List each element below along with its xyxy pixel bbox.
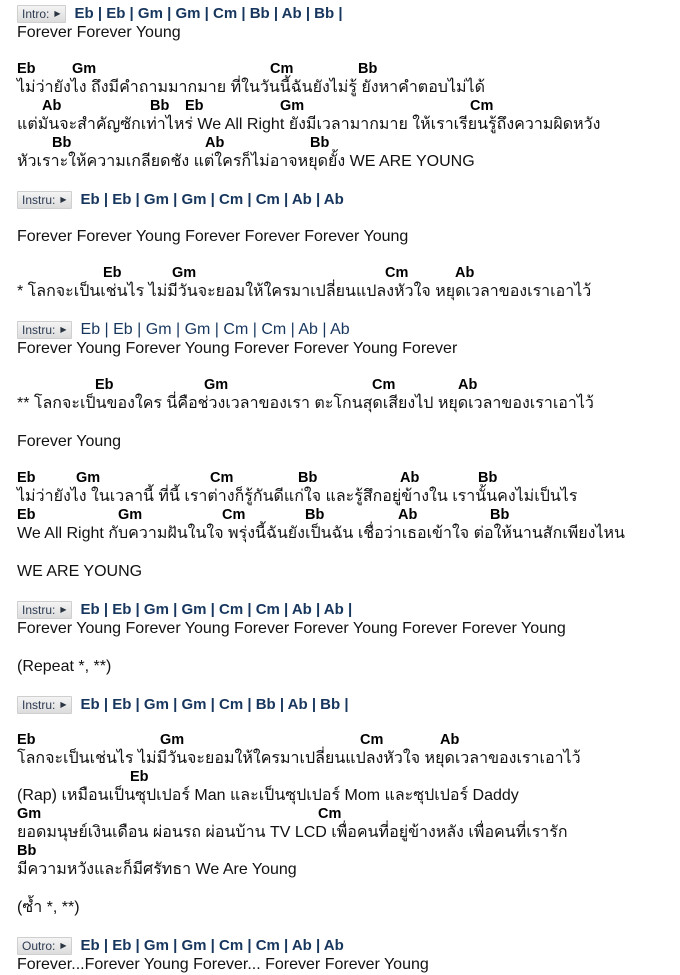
- section-tag-label: Instru:: [22, 322, 56, 337]
- lyric-line: ** โลกจะเป็นของใคร นี่คือช่วงเวลาของเรา ตะโกนสุดเสียงไป หยุดเวลาของเราเอาไว้: [17, 395, 594, 412]
- chord-line: [17, 470, 680, 487]
- section-chords: Eb | Eb | Gm | Gm | Cm | Cm | Ab | Ab: [80, 937, 344, 954]
- section-row: [17, 600, 680, 619]
- chord-label: Bb: [478, 470, 498, 486]
- chord-label: Ab: [205, 135, 225, 151]
- chord-label: Gm: [76, 470, 101, 486]
- lyric-line: ยอดมนุษย์เงินเดือน ผ่อนรถ ผ่อนบ้าน TV LCD เพื่อคนที่อยู่ข้างหลัง เพื่อคนที่เรารัก: [17, 824, 568, 841]
- section-row: [17, 936, 680, 955]
- section-tag-intro[interactable]: [17, 5, 66, 23]
- chord-label: Ab: [440, 732, 460, 748]
- section-tag-label: Instru:: [22, 602, 56, 617]
- chord-label: Gm: [280, 98, 305, 114]
- chord-label: Bb: [17, 843, 37, 859]
- chord-label: Cm: [372, 377, 396, 393]
- chord-line: [17, 843, 680, 860]
- section-chords: Eb | Eb | Gm | Gm | Cm | Cm | Ab | Ab: [80, 191, 344, 208]
- section-chords: Eb | Eb | Gm | Gm | Cm | Bb | Ab | Bb |: [80, 696, 349, 713]
- blank-line: [17, 714, 680, 732]
- chord-label: Bb: [150, 98, 170, 114]
- section-row: [17, 4, 680, 23]
- chord-label: Bb: [298, 470, 318, 486]
- chord-label: Ab: [398, 507, 418, 523]
- chord-label: Gm: [17, 806, 42, 822]
- lyric-line: หัวเราะให้ความเกลียดชัง แต่ใครก็ไม่อาจหยุดยั้ง WE ARE YOUNG: [17, 153, 475, 170]
- blank-line: [17, 582, 680, 600]
- section-tag-instru[interactable]: [17, 321, 72, 339]
- chord-line: [17, 769, 680, 786]
- chord-label: Eb: [17, 61, 36, 77]
- chord-line: [17, 732, 680, 749]
- song-text-line: Forever Forever Young: [17, 24, 181, 41]
- lyric-line: We All Right กับความฝันในใจ พรุ่งนี้ฉันยังเป็นฉัน เชื่อว่าเธอเข้าใจ ต่อให้นานสักเพียงไหน: [17, 525, 625, 542]
- chord-label: Cm: [385, 265, 409, 281]
- section-tag-label: Instru:: [22, 192, 56, 207]
- chord-label: Gm: [118, 507, 143, 523]
- chord-label: Eb: [185, 98, 204, 114]
- section-row: [17, 190, 680, 209]
- section-tag-instru[interactable]: [17, 601, 72, 619]
- play-icon: ▶: [54, 8, 61, 18]
- chord-label: Bb: [490, 507, 510, 523]
- chord-label: Gm: [204, 377, 229, 393]
- song-text-line: Forever...Forever Young Forever... Forever Forever Young: [17, 956, 429, 973]
- lyric-line: (Rap) เหมือนเป็นซุปเปอร์ Man และเป็นซุปเปอร์ Mom และซุปเปอร์ Daddy: [17, 787, 519, 804]
- blank-line: [17, 452, 680, 470]
- section-row: [17, 320, 680, 339]
- play-icon: ▶: [60, 324, 67, 334]
- chord-line: [17, 507, 680, 524]
- chord-label: Bb: [358, 61, 378, 77]
- section-tag-outro[interactable]: [17, 937, 72, 955]
- song-text-line: WE ARE YOUNG: [17, 563, 143, 580]
- song-text-line: Forever Young: [17, 433, 122, 450]
- section-tag-instru[interactable]: [17, 696, 72, 714]
- chord-label: Eb: [95, 377, 114, 393]
- song-text-line: Forever Young Forever Young Forever Forever Young Forever: [17, 340, 458, 357]
- blank-line: [17, 677, 680, 695]
- chord-label: Ab: [400, 470, 420, 486]
- blank-line: [17, 43, 680, 61]
- play-icon: ▶: [60, 699, 67, 709]
- section-tag-instru[interactable]: [17, 191, 72, 209]
- lyric-line: * โลกจะเป็นเช่นไร ไม่มีวันจะยอมให้ใครมาเปลี่ยนแปลงหัวใจ หยุดเวลาของเราเอาไว้: [17, 283, 592, 300]
- blank-line: [17, 880, 680, 898]
- chord-label: Ab: [455, 265, 475, 281]
- blank-line: [17, 639, 680, 657]
- chord-label: Eb: [130, 769, 149, 785]
- chord-line: [17, 265, 680, 282]
- chord-line: [17, 377, 680, 394]
- section-tag-label: Outro:: [22, 938, 56, 953]
- section-chords: Eb | Eb | Gm | Gm | Cm | Cm | Ab | Ab: [80, 320, 350, 338]
- chord-line: [17, 135, 680, 152]
- blank-line: [17, 414, 680, 432]
- chord-label: Eb: [17, 470, 36, 486]
- blank-line: [17, 172, 680, 190]
- chord-label: Eb: [17, 732, 36, 748]
- chord-line: [17, 61, 680, 78]
- play-icon: ▶: [60, 194, 67, 204]
- blank-line: [17, 209, 680, 227]
- section-tag-label: Instru:: [22, 697, 56, 712]
- chord-label: Gm: [172, 265, 197, 281]
- song-text-line: (ซ้ำ *, **): [17, 899, 80, 916]
- blank-line: [17, 247, 680, 265]
- song-text-line: Forever Forever Young Forever Forever Forever Young: [17, 228, 409, 245]
- chord-label: Cm: [222, 507, 246, 523]
- blank-line: [17, 302, 680, 320]
- chord-label: Bb: [310, 135, 330, 151]
- lyric-line: โลกจะเป็นเช่นไร ไม่มีวันจะยอมให้ใครมาเปลี่ยนแปลงหัวใจ หยุดเวลาของเราเอาไว้: [17, 750, 581, 767]
- blank-line: [17, 544, 680, 562]
- section-tag-label: Intro:: [22, 6, 50, 21]
- blank-line: [17, 918, 680, 936]
- chord-label: Ab: [458, 377, 478, 393]
- chord-label: Cm: [470, 98, 494, 114]
- song-text-line: Forever Young Forever Young Forever Forever Young Forever Forever Young: [17, 620, 566, 637]
- chord-label: Bb: [52, 135, 72, 151]
- lyric-line: แต่มันจะสำคัญซักเท่าไหร่ We All Right ยังมีเวลามากมาย ให้เราเรียนรู้ถึงความผิดหวัง: [17, 116, 601, 133]
- chord-label: Eb: [103, 265, 122, 281]
- chord-label: Eb: [17, 507, 36, 523]
- chord-sheet: [17, 4, 680, 975]
- section-chords: Eb | Eb | Gm | Gm | Cm | Bb | Ab | Bb |: [74, 5, 343, 22]
- song-text-line: (Repeat *, **): [17, 658, 112, 675]
- section-chords: Eb | Eb | Gm | Gm | Cm | Cm | Ab | Ab |: [80, 601, 353, 618]
- chord-label: Cm: [360, 732, 384, 748]
- chord-label: Bb: [305, 507, 325, 523]
- chord-line: [17, 806, 680, 823]
- chord-line: [17, 98, 680, 115]
- lyric-line: ไม่ว่ายังไง ในเวลานี้ ที่นี้ เราต่างก็รู้กันดีแก่ใจ และรู้สึกอยู่ข้างใน เรานั้นคงไม่เป็นไร: [17, 488, 578, 505]
- chord-label: Cm: [210, 470, 234, 486]
- lyric-line: ไม่ว่ายังไง ถึงมีคำถามมากมาย ที่ในวันนี้ฉันยังไม่รู้ ยังหาคำตอบไม่ได้: [17, 79, 485, 96]
- section-row: [17, 695, 680, 714]
- chord-label: Gm: [72, 61, 97, 77]
- chord-label: Gm: [160, 732, 185, 748]
- play-icon: ▶: [60, 940, 67, 950]
- chord-label: Cm: [270, 61, 294, 77]
- lyric-line: มีความหวังและก็มีศรัทธา We Are Young: [17, 861, 297, 878]
- blank-line: [17, 359, 680, 377]
- play-icon: ▶: [60, 604, 67, 614]
- chord-label: Ab: [42, 98, 62, 114]
- chord-label: Cm: [318, 806, 342, 822]
